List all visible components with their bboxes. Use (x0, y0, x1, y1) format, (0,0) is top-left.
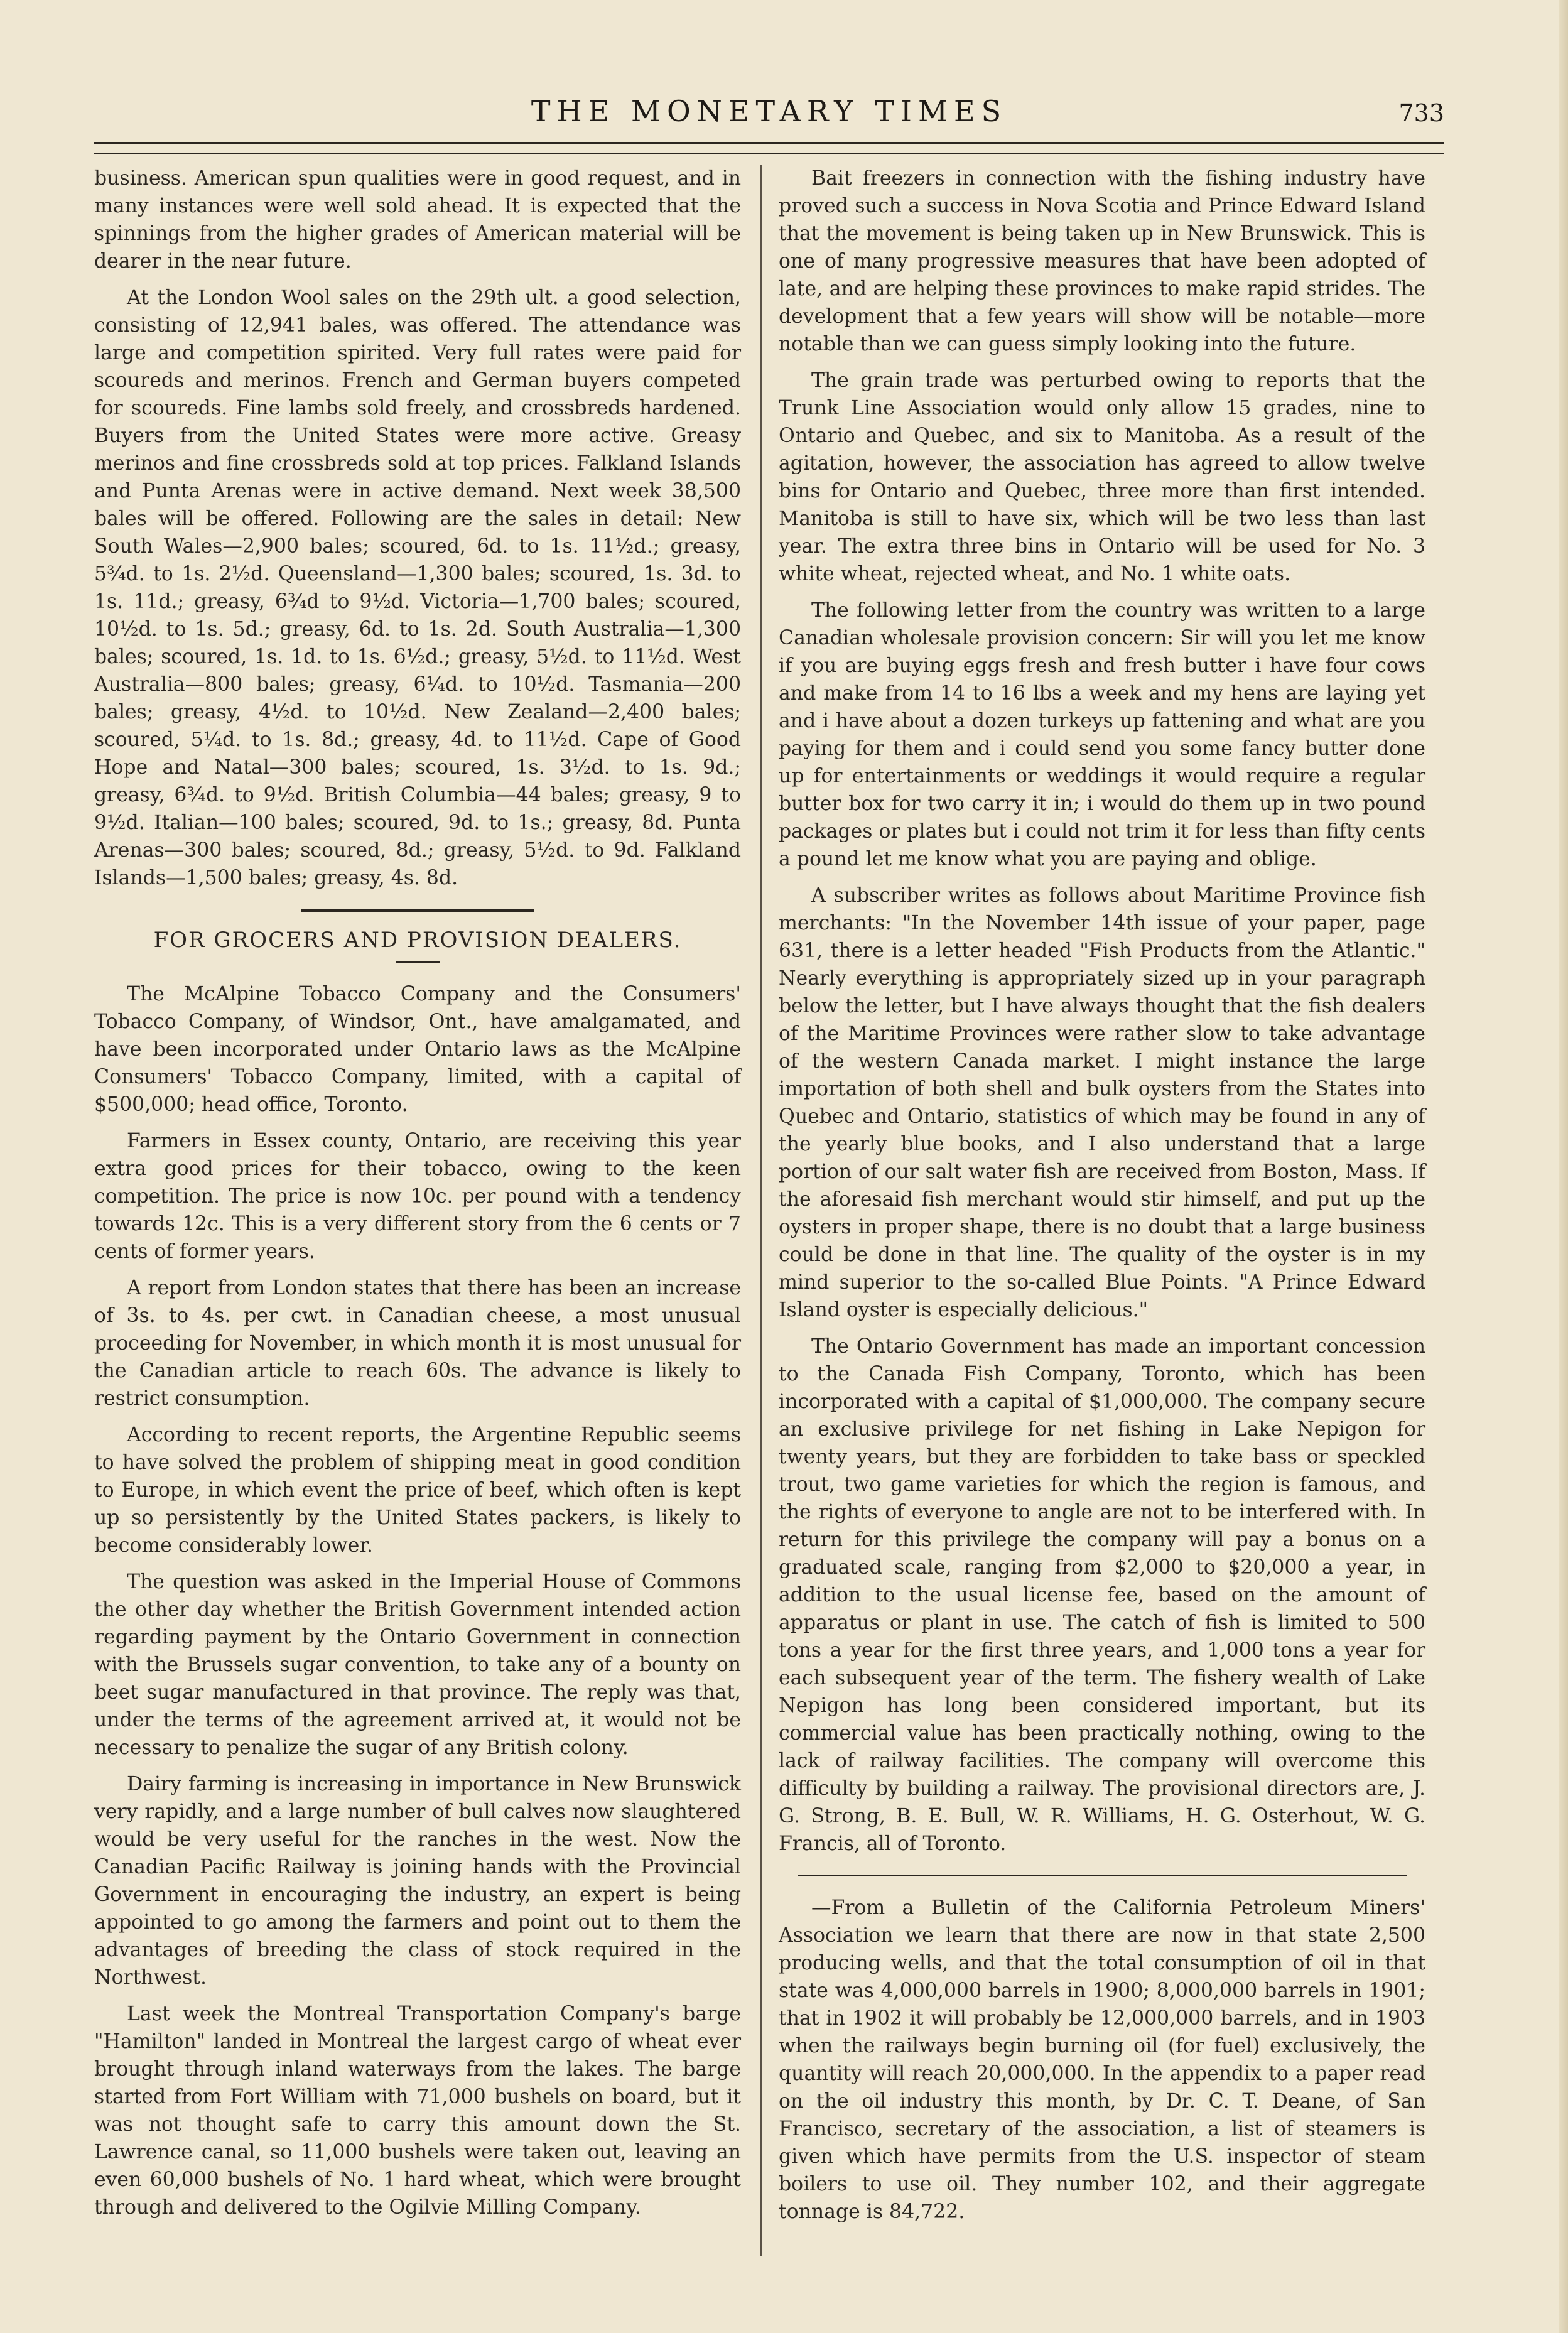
paragraph: The question was asked in the Imperial House of Commons the other day whether the British Government intended action regarding payment by the Ontario Government in connection with the Brussels sugar convention, to take any of a bounty on beet sugar manufactured in that province. The reply was that, under the terms of the agreement arrived at, it would not be necessary to penalize the sugar of any British colony. (94, 1571, 741, 1759)
publication-title: THE MONETARY TIMES (531, 94, 1008, 128)
section-heading: FOR GROCERS AND PROVISION DEALERS. (153, 928, 682, 953)
section-divider (301, 909, 534, 912)
paragraph: Bait freezers in connection with the fishing industry have proved such a success in Nova Scotia and Prince Edward Island that the movement is being taken up in New Brunswick. This is one of many progressive measures that have been adopted of late, and are helping these provinces to make rapid strides. The development that a few years will show will be notable—more notable than we can guess simply looking into the future. (779, 167, 1425, 355)
paragraph: A report from London states that there has been an increase of 3s. to 4s. per cwt. in Canadian cheese, a most unusual proceeding for November, in which month it is most unusual for the Canadian article to reach 60s. The advance is likely to restrict consumption. (94, 1277, 741, 1410)
masthead (94, 94, 1444, 132)
paragraph: At the London Wool sales on the 29th ult. a good selection, consisting of 12,941 bales, was offered. The attendance was large and competition spirited. Very full rates were paid for scoureds and merinos. French and German buyers competed for scoureds. Fine lambs sold freely, and crossbreds hardened. Buyers from the United States were more active. Greasy merinos and fine crossbreds sold at top prices. Falkland Islands and Punta Arenas were in active demand. Next week 38,500 bales will be offered. Following are the sales in detail: New South Wales—2,900 bales; scoured, 6d. to 1s. 11½d.; greasy, 5¾d. to 1s. 2½d. Queensland—1,300 bales; scoured, 1s. 3d. to 1s. 11d.; greasy, 6¾d to 9½d. Victoria—1,700 bales; scoured, 10½d. to 1s. 5d.; greasy, 6d. to 1s. 2d. South Australia—1,300 bales; scoured, 1s. 1d. to 1s. 6½d.; greasy, 5½d. to 11½d. West Australia—800 bales; greasy, 6¼d. to 10½d. Tasmania—200 bales; greasy, 4½d. to 10½d. New Zealand—2,400 bales; scoured, 5¼d. to 1s. 8d.; greasy, 4d. to 11½d. Cape of Good Hope and Natal—300 bales; scoured, 1s. 3½d. to 1s. 9d.; greasy, 6¾d. to 9½d. British Columbia—44 bales; greasy, 9 to 9½d. Italian—100 bales; scoured, 9d. to 1s.; greasy, 8d. Punta Arenas—300 bales; scoured, 8d.; greasy, 5½d. to 9d. Falkland Islands—1,500 bales; greasy, 4s. 8d. (94, 286, 741, 889)
paragraph: The grain trade was perturbed owing to reports that the Trunk Line Association would only allow 15 grades, nine to Ontario and Quebec, and six to Manitoba. As a result of the agitation, however, the association has agreed to allow twelve bins for Ontario and Quebec, three more than first intended. Manitoba is still to have six, which will be two less than last year. The extra three bins in Ontario will be used for No. 3 white wheat, rejected wheat, and No. 1 white oats. (779, 369, 1425, 585)
paragraph: The Ontario Government has made an important concession to the Canada Fish Company, Toronto, which has been incorporated with a capital of $1,000,000. The company secure an exclusive privilege for net fishing in Lake Nepigon for twenty years, but they are forbidden to take bass or speckled trout, two game varieties for which the region is famous, and the rights of everyone to angle are not to be interfered with. In return for this privilege the company will pay a bonus on a graduated scale, ranging from $2,000 to $20,000 a year, in addition to the usual license fee, based on the amount of apparatus or plant in use. The catch of fish is limited to 500 tons a year for the first three years, and 1,000 tons a year for each subsequent year of the term. The fishery wealth of Lake Nepigon has long been considered important, but its commercial value has been practically nothing, owing to the lack of railway facilities. The company will overcome this difficulty by building a railway. The provisional directors are, J. G. Strong, B. E. Bull, W. R. Williams, H. G. Osterhout, W. G. Francis, all of Toronto. (779, 1335, 1425, 1855)
header-rule (94, 142, 1444, 154)
left-column (94, 165, 741, 2230)
section-divider (798, 1875, 1407, 1876)
paragraph: Dairy farming is increasing in importance in New Brunswick very rapidly, and a large number of bull calves now slaughtered would be very useful for the ranches in the west. Now the Canadian Pacific Railway is joining hands with the Provincial Government in encouraging the industry, an expert is being appointed to go among the farmers and point out to them the advantages of breeding the class of stock required in the Northwest. (94, 1773, 741, 1989)
page-edge (1559, 0, 1568, 2333)
paragraph: According to recent reports, the Argentine Republic seems to have solved the problem of shipping meat in good condition to Europe, in which event the price of beef, which often is kept up so persistently by the United States packers, is likely to become considerably lower. (94, 1424, 741, 1557)
paragraph: Farmers in Essex county, Ontario, are receiving this year extra good prices for their tobacco, owing to the keen competition. The price is now 10c. per pound with a tendency towards 12c. This is a very different story from the 6 cents or 7 cents of former years. (94, 1130, 741, 1263)
heading-underline (396, 961, 440, 963)
paragraph: A subscriber writes as follows about Maritime Province fish merchants: "In the November 14th issue of your paper, page 631, there is a letter headed "Fish Products from the Atlantic." Nearly everything is appropriately sized up in your paragraph below the letter, but I have always thought that the fish dealers of the Maritime Provinces were rather slow to take advantage of the western Canada market. I might instance the large importation of both shell and bulk oysters from the States into Quebec and Ontario, statistics of which may be found in any of the yearly blue books, and I also understand that a large portion of our salt water fish are received from Boston, Mass. If the aforesaid fish merchant would stir himself, and put up the oysters in proper shape, there is no doubt that a large business could be done in that line. The quality of the oyster is in my mind superior to the so-called Blue Points. "A Prince Edward Island oyster is especially delicious." (779, 884, 1425, 1321)
paragraph: Last week the Montreal Transportation Company's barge "Hamilton" landed in Montreal the largest cargo of wheat ever brought through inland waterways from the lakes. The barge started from Fort William with 71,000 bushels on board, but it was not thought safe to carry this amount down the St. Lawrence canal, so 11,000 bushels were taken out, leaving an even 60,000 bushels of No. 1 hard wheat, which were brought through and delivered to the Ogilvie Milling Company. (94, 2003, 741, 2219)
column-divider (760, 165, 762, 2256)
paragraph: business. American spun qualities were in good request, and in many instances were well sold ahead. It is expected that the spinnings from the higher grades of American material will be dearer in the near future. (94, 167, 741, 273)
paragraph: The following letter from the country was written to a large Canadian wholesale provision concern: Sir will you let me know if you are buying eggs fresh and fresh butter i have four cows and make from 14 to 16 lbs a week and my hens are laying yet and i have about a dozen turkeys up fattening and what are you paying for them and i could send you some fancy butter done up for entertainments or weddings it would require a regular butter box for two carry it in; i would do them up in two pound packages or plates but i could not trim it for less than fifty cents a pound let me know what you are paying and oblige. (779, 599, 1425, 870)
page-number: 733 (1398, 99, 1444, 127)
paragraph: The McAlpine Tobacco Company and the Consumers' Tobacco Company, of Windsor, Ont., have amalgamated, and have been incorporated under Ontario laws as the McAlpine Consumers' Tobacco Company, limited, with a capital of $500,000; head office, Toronto. (94, 983, 741, 1116)
right-column (779, 165, 1425, 2234)
paragraph: —From a Bulletin of the California Petroleum Miners' Association we learn that there are now in that state 2,500 producing wells, and that the total consumption of oil in that state was 4,000,000 barrels in 1900; 8,000,000 barrels in 1901; that in 1902 it will probably be 12,000,000 barrels, and in 1903 when the railways begin burning oil (for fuel) exclusively, the quantity will reach 20,000,000. In the appendix to a paper read on the oil industry this month, by Dr. C. T. Deane, of San Francisco, secretary of the association, a list of steamers is given which have permits from the U.S. inspector of steam boilers to use oil. They number 102, and their aggregate tonnage is 84,722. (779, 1897, 1425, 2223)
